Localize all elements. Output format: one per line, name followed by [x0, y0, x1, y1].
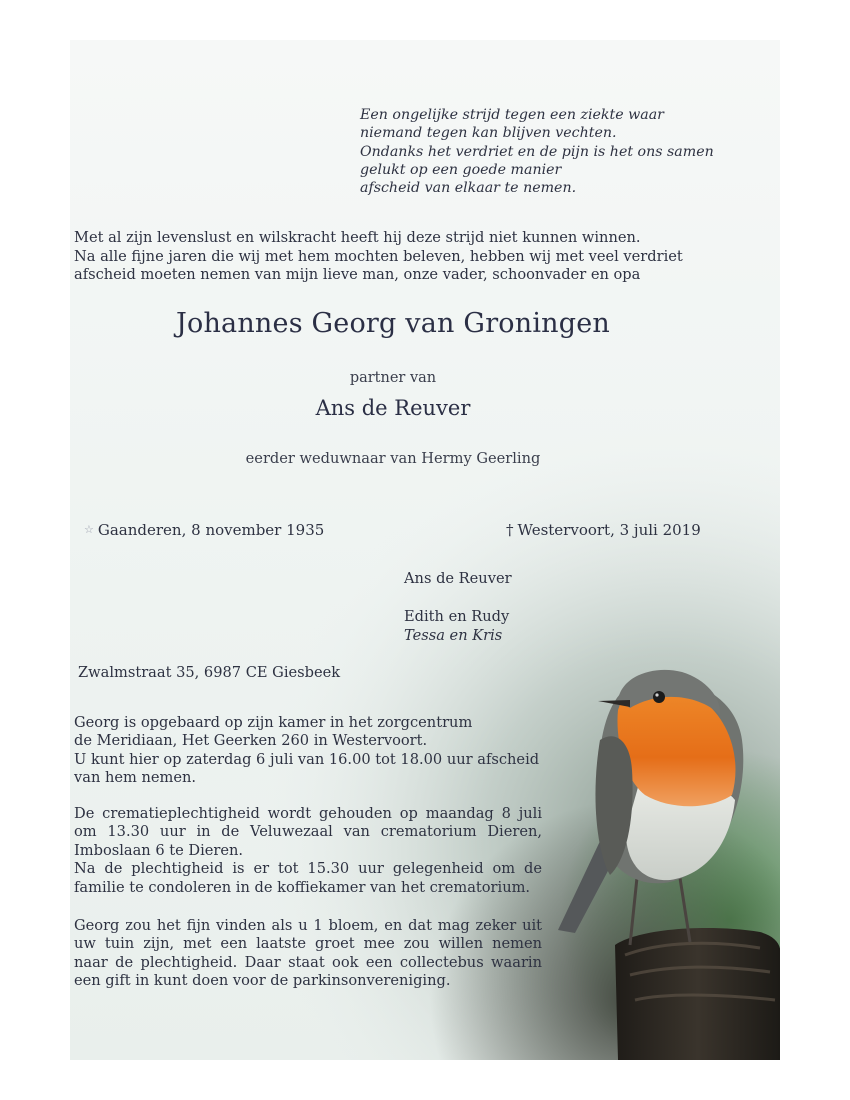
birth-text: Gaanderen, 8 november 1935 — [97, 521, 325, 539]
family-member: Tessa en Kris — [404, 627, 503, 644]
poem-line: afscheid van elkaar te nemen. — [360, 180, 577, 197]
paragraph-line: naar de plechtigheid. Daar staat ook een collectebus waarin — [74, 953, 542, 971]
intro-line: Met al zijn levenslust en wilskracht heeft hij deze strijd niet kunnen winnen. — [74, 229, 641, 246]
paragraph-line: Georg zou het fijn vinden als u 1 bloem, en dat mag zeker uit — [74, 917, 542, 934]
death-info — [506, 521, 701, 539]
paragraph-line: Na de plechtigheid is er tot 15.30 uur gelegenheid om de — [74, 860, 542, 878]
family-list — [404, 569, 512, 645]
text-layer — [70, 40, 780, 1060]
paragraph-line: om 13.30 uur in de Veluwezaal van crematorium Dieren, — [74, 823, 542, 841]
poem-line: Ondanks het verdriet en de pijn is het ons samen — [360, 143, 714, 160]
paragraph-line: De crematieplechtigheid wordt gehouden op maandag 8 juli — [74, 805, 542, 822]
death-text: Westervoort, 3 juli 2019 — [517, 521, 701, 539]
cross-icon: † — [506, 521, 514, 539]
star-icon: ☆ — [84, 523, 94, 536]
paragraph-line: Georg is opgebaard op zijn kamer in het zorgcentrum — [74, 714, 473, 731]
paragraph-line: Imboslaan 6 te Dieren. — [74, 841, 244, 859]
intro-line: Na alle fijne jaren die wij met hem mochten beleven, hebben wij met veel verdriet — [74, 247, 683, 265]
obituary-card — [70, 40, 780, 1060]
widower-line: eerder weduwnaar van Hermy Geerling — [245, 450, 541, 467]
intro-text — [74, 229, 734, 285]
partner-label: partner van — [349, 370, 437, 386]
paragraph-line: een gift in kunt doen voor de parkinsonvereniging. — [74, 972, 451, 990]
intro-line: afscheid moeten nemen van mijn lieve man, onze vader, schoonvader en opa — [74, 266, 641, 283]
poem-line: Een ongelijke strijd tegen een ziekte waar — [360, 107, 664, 123]
cremation-paragraph — [74, 805, 542, 897]
address: Zwalmstraat 35, 6987 CE Giesbeek — [78, 664, 341, 681]
deceased-name: Johannes Georg van Groningen — [175, 308, 611, 339]
paragraph-line: familie te condoleren in de koffiekamer van het crematorium. — [74, 878, 531, 896]
poem-line: gelukt op een goede manier — [360, 161, 562, 178]
family-spacer — [404, 588, 512, 607]
paragraph-line: U kunt hier op zaterdag 6 juli van 16.00 tot 18.00 uur afscheid — [74, 750, 540, 768]
family-member: Ans de Reuver — [404, 570, 512, 587]
viewing-paragraph — [74, 714, 542, 788]
family-member: Edith en Rudy — [404, 608, 510, 625]
paragraph-line: van hem nemen. — [74, 769, 197, 787]
paragraph-line: de Meridiaan, Het Geerken 260 in Westervoort. — [74, 732, 428, 750]
poem-line: niemand tegen kan blijven vechten. — [360, 125, 617, 142]
birth-info — [84, 521, 324, 539]
partner-name: Ans de Reuver — [315, 396, 471, 420]
flower-paragraph — [74, 917, 542, 991]
paragraph-line: uw tuin zijn, met een laatste groet mee zou willen nemen — [74, 935, 542, 953]
poem — [360, 106, 740, 197]
